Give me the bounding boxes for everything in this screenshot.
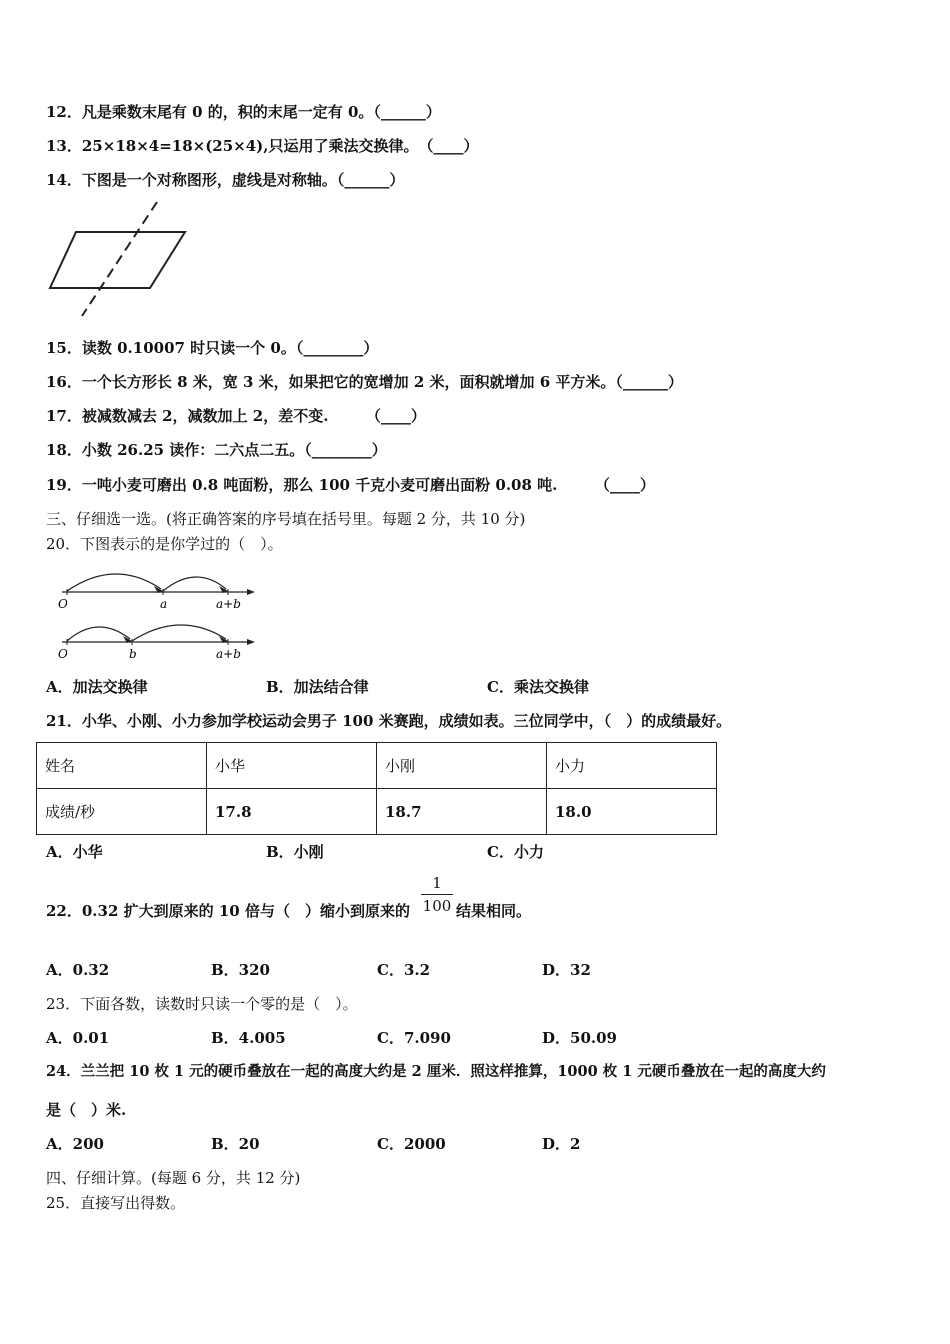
label-a-plus-b: a+b [216,647,241,661]
option-c[interactable]: C．3.2 [377,961,431,979]
fraction-bar [421,894,453,895]
label-origin: O [58,597,68,611]
option-c[interactable]: C．乘法交换律 [487,678,589,696]
score-cell: 18.7 [377,789,547,835]
question-16: 16．一个长方形长 8 米，宽 3 米，如果把它的宽增加 2 米，面积就增加 6 平方米。（______） [46,373,683,391]
fraction-numerator: 1 [432,874,442,892]
question-17: 17．被减数减去 2，减数加上 2，差不变. （____） [46,407,426,425]
option-d[interactable]: D．50.09 [542,1029,617,1047]
question-23: 23．下面各数，读数时只读一个零的是（ ）。 [46,995,358,1013]
question-12: 12．凡是乘数末尾有 0 的，积的末尾一定有 0。（______） [46,103,441,121]
row-label-cell: 成绩/秒 [37,789,207,835]
option-c[interactable]: C．小力 [487,843,544,861]
option-a[interactable]: A．0.32 [46,961,110,979]
question-25: 25．直接写出得数。 [46,1194,186,1212]
question-22-text: 22．0.32 扩大到原来的 10 倍与（ ）缩小到原来的 [46,902,410,920]
question-18: 18．小数 26.25 读作：二六点二五。（________） [46,441,387,459]
question-24-line-2: 是（ ）米. [46,1101,127,1119]
header-cell: 小华 [207,743,377,789]
option-b[interactable]: B．小刚 [266,843,324,861]
number-line-figure [50,562,270,666]
question-21: 21．小华、小刚、小力参加学校运动会男子 100 米赛跑，成绩如表。三位同学中，（ ）的成绩最好。 [46,712,732,730]
label-origin: O [58,647,68,661]
score-table [36,742,717,835]
symmetry-axis-dashed [82,202,157,316]
table-row [37,789,717,835]
parallelogram-figure [40,196,200,322]
header-cell: 小力 [547,743,717,789]
question-19: 19．一吨小麦可磨出 0.8 吨面粉，那么 100 千克小麦可磨出面粉 0.08 吨. （____） [46,476,655,494]
fraction-one-hundredth [421,874,453,915]
question-14: 14．下图是一个对称图形，虚线是对称轴。（______） [46,171,405,189]
number-line-1 [58,574,255,611]
question-20: 20．下图表示的是你学过的（ ）。 [46,535,283,553]
option-b[interactable]: B．加法结合律 [266,678,369,696]
question-15: 15．读数 0.10007 时只读一个 0。（________） [46,339,379,357]
section-4-heading: 四、仔细计算。(每题 6 分，共 12 分) [46,1169,301,1187]
score-cell: 17.8 [207,789,377,835]
option-d[interactable]: D．32 [542,961,591,979]
option-a[interactable]: A．200 [46,1135,104,1153]
header-cell: 小刚 [377,743,547,789]
arc-b [163,577,226,591]
option-b[interactable]: B．4.005 [211,1029,286,1047]
table-row [37,743,717,789]
section-3-heading: 三、仔细选一选。(将正确答案的序号填在括号里。每题 2 分，共 10 分) [46,510,526,528]
question-13: 13．25×18×4=18×(25×4),只运用了乘法交换律。 （____） [46,137,479,155]
label-b: b [129,647,137,661]
question-22-tail: 结果相同。 [456,902,532,920]
option-c[interactable]: C．7.090 [377,1029,451,1047]
option-b[interactable]: B．20 [211,1135,260,1153]
arc-b [67,627,130,641]
option-b[interactable]: B．320 [211,961,270,979]
arc-a [132,625,226,641]
option-a[interactable]: A．小华 [46,843,103,861]
label-a: a [160,597,168,611]
fraction-denominator: 100 [422,897,452,915]
option-d[interactable]: D．2 [542,1135,581,1153]
parallelogram-shape [50,232,185,288]
option-c[interactable]: C．2000 [377,1135,446,1153]
arc-a [67,574,161,591]
header-cell: 姓名 [37,743,207,789]
option-a[interactable]: A．加法交换律 [46,678,148,696]
question-24-line-1: 24．兰兰把 10 枚 1 元的硬币叠放在一起的高度大约是 2 厘米．照这样推算，1000 枚 1 元硬币叠放在一起的高度大约 [46,1063,826,1080]
option-a[interactable]: A．0.01 [46,1029,110,1047]
label-a-plus-b: a+b [216,597,241,611]
number-line-2 [58,625,255,661]
score-cell: 18.0 [547,789,717,835]
